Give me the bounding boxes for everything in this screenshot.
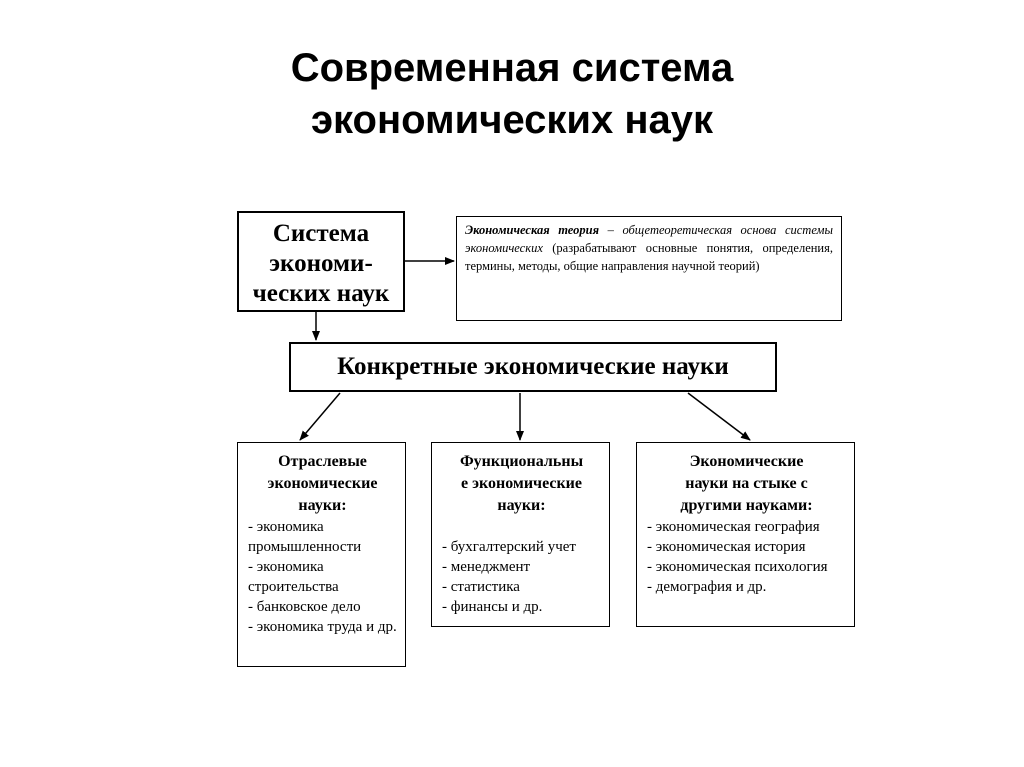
arrow-concrete-to-cat3 bbox=[688, 393, 750, 440]
category-box-branch bbox=[237, 442, 406, 667]
category-heading bbox=[442, 451, 601, 517]
list-item: - экономика строительства bbox=[248, 559, 339, 595]
list-item: - менеджмент bbox=[442, 559, 531, 575]
category-heading-line: Экономические bbox=[689, 453, 804, 470]
category-list bbox=[647, 517, 846, 597]
category-list bbox=[442, 537, 601, 617]
list-item: - экономическая география bbox=[647, 519, 820, 535]
concrete-box: Конкретные экономические науки bbox=[289, 342, 777, 392]
category-heading-line: науки: bbox=[497, 497, 546, 514]
category-list bbox=[248, 517, 397, 637]
root-line3: ческих наук bbox=[252, 280, 390, 307]
category-heading-line: науки на стыке с bbox=[685, 475, 808, 492]
list-item: - банковское дело bbox=[248, 599, 361, 615]
list-item: - экономическая психология bbox=[647, 559, 828, 575]
theory-desc2: (разрабатывают основные понятия, определения, термины, методы, общие направления научной теорий) bbox=[465, 241, 833, 273]
arrow-concrete-to-cat1 bbox=[300, 393, 340, 440]
list-item: - экономика промышленности bbox=[248, 519, 362, 555]
category-heading-line: Отраслевые bbox=[278, 453, 367, 470]
category-heading-line: Функциональны bbox=[459, 453, 584, 470]
category-heading-line: е экономические bbox=[460, 475, 582, 492]
category-heading-line: другими науками: bbox=[680, 497, 813, 514]
theory-dash: – bbox=[599, 223, 623, 237]
root-line2: экономи- bbox=[269, 250, 373, 277]
category-heading bbox=[248, 451, 397, 517]
list-item: - статистика bbox=[442, 579, 520, 595]
page-title-line2: экономических наук bbox=[310, 98, 714, 142]
page-title-line1: Современная система bbox=[290, 46, 734, 90]
category-heading-line: экономические bbox=[267, 475, 378, 492]
root-line1: Система bbox=[272, 220, 370, 247]
category-heading bbox=[647, 451, 846, 517]
list-item: - бухгалтерский учет bbox=[442, 539, 576, 555]
category-box-interdisciplinary bbox=[636, 442, 855, 627]
list-item: - финансы и др. bbox=[442, 599, 543, 615]
list-item: - экономическая история bbox=[647, 539, 806, 555]
root-box bbox=[237, 211, 405, 312]
list-item: - экономика труда и др. bbox=[248, 619, 397, 635]
list-item: - демография и др. bbox=[647, 579, 767, 595]
theory-box bbox=[456, 216, 842, 321]
category-heading-line: науки: bbox=[298, 497, 347, 514]
category-box-functional bbox=[431, 442, 610, 627]
theory-term: Экономическая теория bbox=[465, 223, 600, 237]
theory-desc1: общетеоретическая основа системы экономических bbox=[465, 223, 834, 255]
